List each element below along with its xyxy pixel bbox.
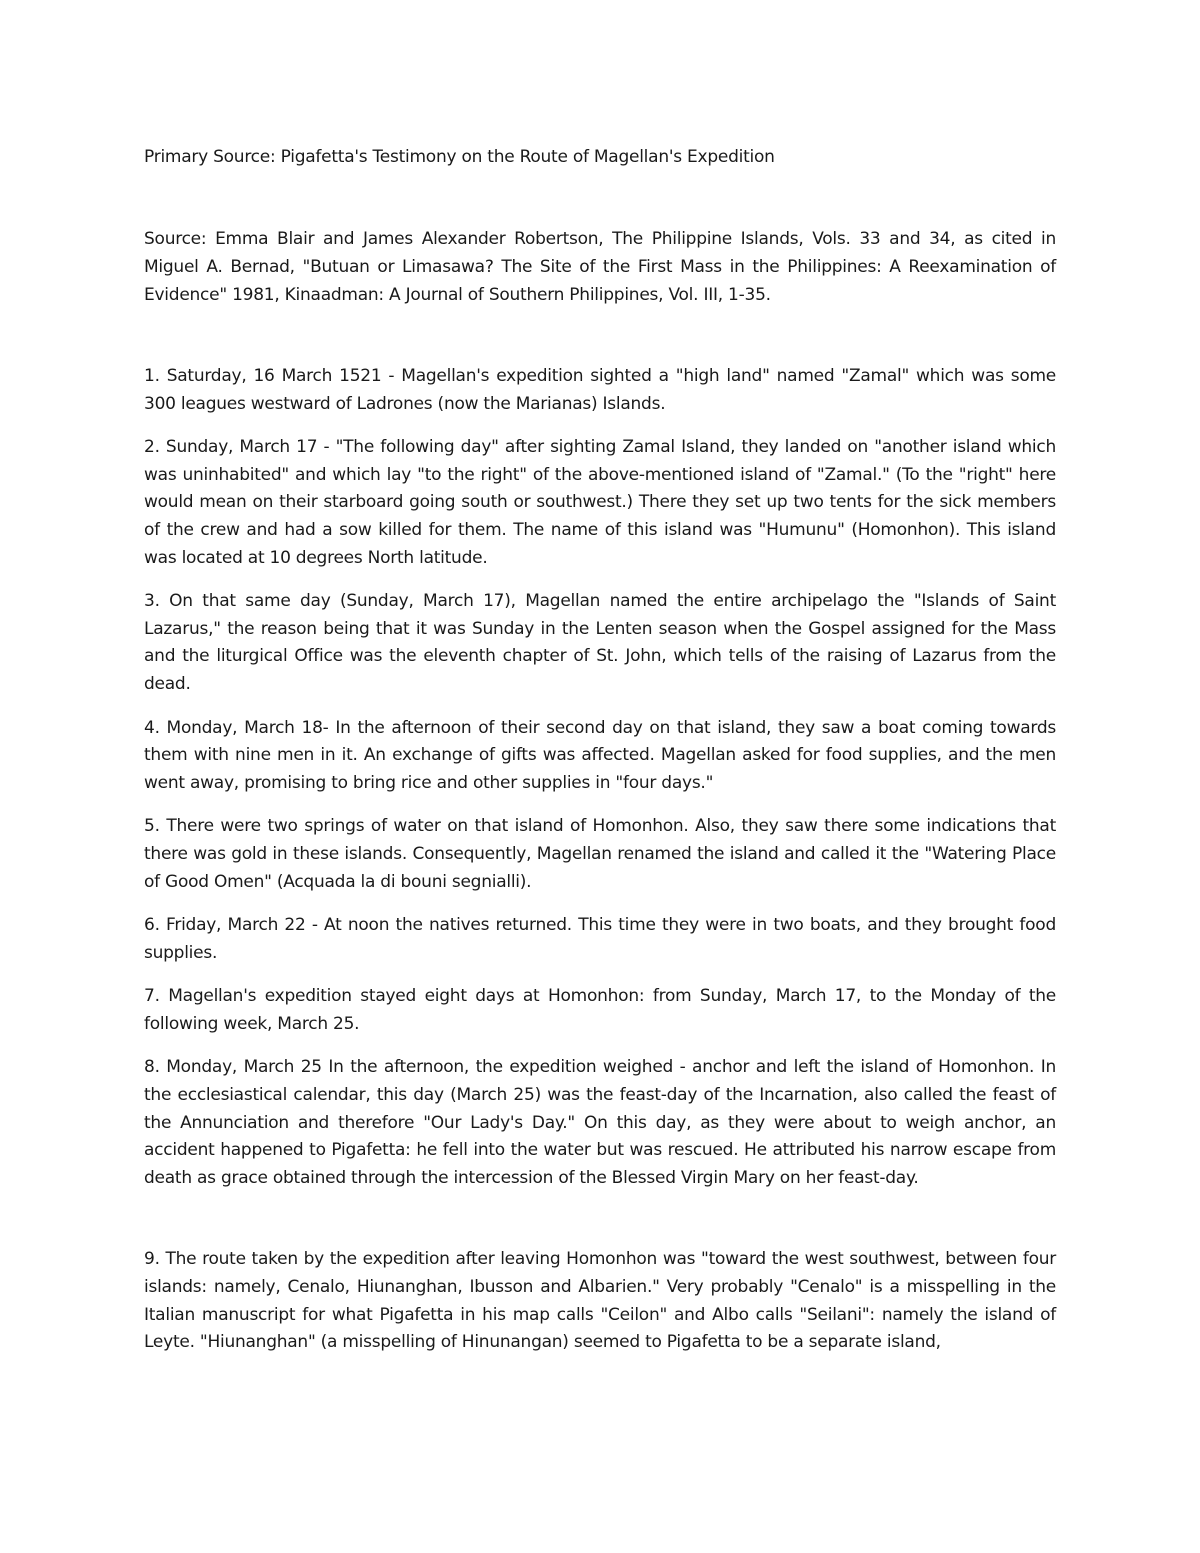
document-title: Primary Source: Pigafetta's Testimony on the Route of Magellan's Expedition: [144, 147, 775, 167]
list-item: 2. Sunday, March 17 - "The following day" after sighting Zamal Island, they landed on "another island which was uninhabited" and which lay "to the right" of the above-mentioned island of "Zamal." (To the "right" here would mean on their starboard going south or southwest.) There they set up two tents for the sick members of the crew and had a sow killed for them. The name of this island was "Humunu" (Homonhon). This island was located at 10 degrees North latitude.: [144, 437, 1056, 568]
list-item: 7. Magellan's expedition stayed eight days at Homonhon: from Sunday, March 17, to the Monday of the following week, March 25.: [144, 986, 1056, 1034]
list-item: 3. On that same day (Sunday, March 17), Magellan named the entire archipelago the "Islands of Saint Lazarus," the reason being that it was Sunday in the Lenten season when the Gospel assigned for the Mass and the liturgical Office was the eleventh chapter of St. John, which tells of the raising of Lazarus from the dead.: [144, 591, 1056, 694]
list-item: 6. Friday, March 22 - At noon the natives returned. This time they were in two boats, and they brought food supplies.: [144, 915, 1056, 963]
source-citation: Source: Emma Blair and James Alexander Robertson, The Philippine Islands, Vols. 33 and 34, as cited in Miguel A. Bernad, "Butuan or Limasawa? The Site of the First Mass in the Philippines: A Reexamination of Evidence" 1981, Kinaadman: A Journal of Southern Philippines, Vol. III, 1-35.: [144, 229, 1056, 305]
list-item: 5. There were two springs of water on that island of Homonhon. Also, they saw there some indications that there was gold in these islands. Consequently, Magellan renamed the island and called it the "Watering Place of Good Omen" (Acquada la di bouni segnialli).: [144, 816, 1056, 892]
list-item: 9. The route taken by the expedition after leaving Homonhon was "toward the west southwest, between four islands: namely, Cenalo, Hiunanghan, Ibusson and Albarien." Very probably "Cenalo" is a misspelling in the Italian manuscript for what Pigafetta in his map calls "Ceilon" and Albo calls "Seilani": namely the island of Leyte. "Hiunanghan" (a misspelling of Hinunangan) seemed to Pigafetta to be a separate island,: [144, 1249, 1056, 1353]
document-body: [144, 144, 1056, 1373]
list-item: 8. Monday, March 25 In the afternoon, the expedition weighed - anchor and left the island of Homonhon. In the ecclesiastical calendar, this day (March 25) was the feast-day of the Incarnation, also called the feast of the Annunciation and therefore "Our Lady's Day." On this day, as they were about to weigh anchor, an accident happened to Pigafetta: he fell into the water but was rescued. He attributed his narrow escape from death as grace obtained through the intercession of the Blessed Virgin Mary on her feast-day.: [144, 1057, 1056, 1188]
list-item: 4. Monday, March 18- In the afternoon of their second day on that island, they saw a boat coming towards them with nine men in it. An exchange of gifts was affected. Magellan asked for food supplies, and the men went away, promising to bring rice and other supplies in "four days.": [144, 717, 1056, 793]
chronology-list: [144, 363, 1056, 1357]
list-item: 1. Saturday, 16 March 1521 - Magellan's expedition sighted a "high land" named "Zamal" which was some 300 leagues westward of Ladrones (now the Marianas) Islands.: [144, 366, 1056, 414]
